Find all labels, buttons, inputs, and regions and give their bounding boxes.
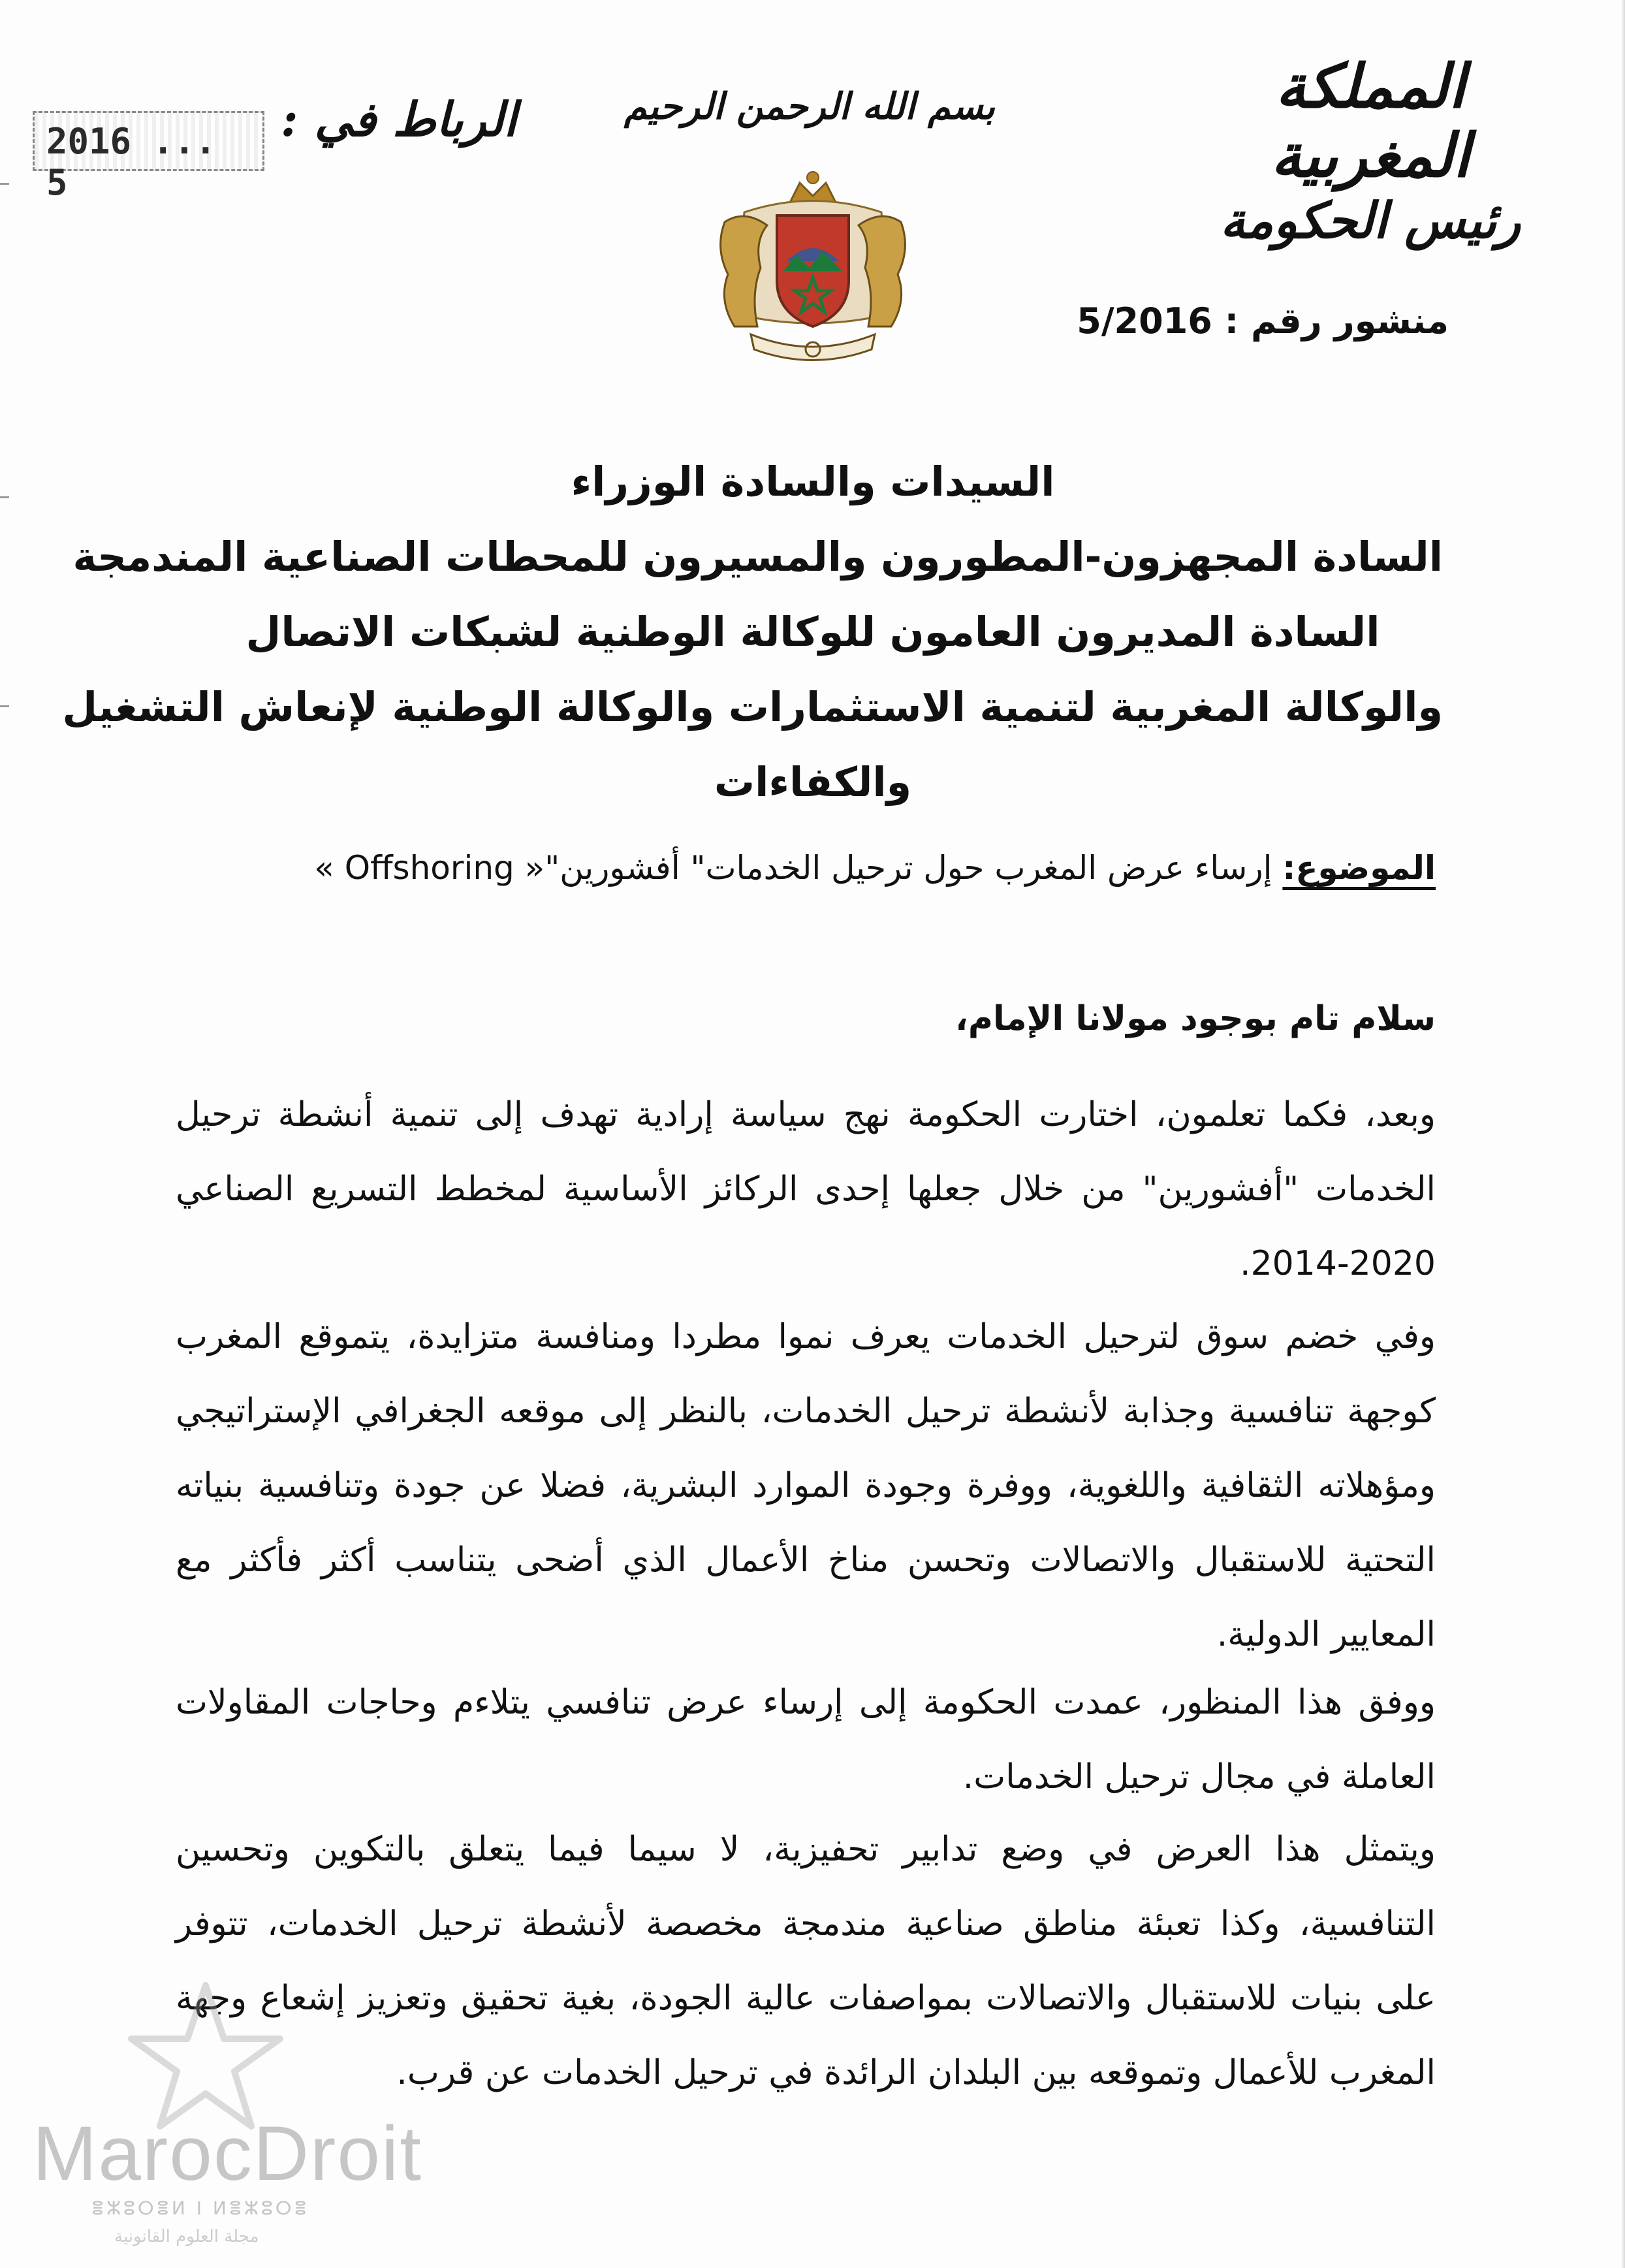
- salutation: سلام تام بوجود مولانا الإمام،: [955, 999, 1436, 1038]
- paragraph-line: على بنيات للاستقبال والاتصالات بمواصفات عالية الجودة، بغية تحقيق وتعزيز إشعاع وجهة: [176, 1979, 1436, 2018]
- basmala: بسم الله الرحمن الرحيم: [624, 85, 995, 128]
- city-label: الرباط في :: [281, 91, 517, 147]
- addressee-line: السادة المجهزون-المطورون والمسيرون للمحطات الصناعية المندمجة: [72, 533, 1443, 581]
- paragraph-line: المعايير الدولية.: [1216, 1615, 1436, 1654]
- watermark-brand: MarocDroit: [33, 2111, 422, 2197]
- scan-tick: [0, 183, 9, 185]
- addressee-line: السادة المديرون العامون للوكالة الوطنية لشبكات الاتصال: [245, 608, 1380, 656]
- addressee-line: والكفاءات: [714, 758, 912, 806]
- subject-text: إرساء عرض المغرب حول ترحيل الخدمات" أفشورين"« Offshoring »: [314, 849, 1283, 887]
- paragraph-line: كوجهة تنافسية وجذابة لأنشطة ترحيل الخدمات، بالنظر إلى موقعه الجغرافي الإستراتيجي: [176, 1392, 1436, 1431]
- scan-tick: [0, 496, 9, 498]
- subject-label: الموضوع:: [1282, 849, 1436, 887]
- kingdom-name: المملكة المغربية: [1270, 51, 1470, 191]
- paragraph-line: ومؤهلاته الثقافية واللغوية، ووفرة وجودة الموارد البشرية، فضلا عن جودة وتنافسية بنياته: [176, 1466, 1436, 1505]
- paragraph-line: وفي خضم سوق لترحيل الخدمات يعرف نموا مطردا ومنافسة متزايدة، يتموقع المغرب: [176, 1317, 1436, 1356]
- paragraph-line: التحتية للاستقبال والاتصالات وتحسن مناخ الأعمال الذي أضحى يتناسب أكثر فأكثر مع: [176, 1541, 1436, 1580]
- coat-of-arms-icon: [705, 163, 921, 372]
- paragraph-line: العاملة في مجال ترحيل الخدمات.: [962, 1757, 1436, 1797]
- watermark-subtitle: مجلة العلوم القانونية: [114, 2227, 259, 2246]
- paragraph-line: 2014-2020.: [1240, 1244, 1436, 1283]
- watermark-tagline: ⴻⵣⵓⵔⴻⵍ I ⵍⴻⵣⵓⵔⴻ: [91, 2197, 309, 2219]
- paragraph-line: ويتمثل هذا العرض في وضع تدابير تحفيزية، لا سيما فيما يتعلق بالتكوين وتحسين: [176, 1830, 1436, 1869]
- addressee-line: السيدات والسادة الوزراء: [571, 458, 1055, 505]
- paragraph: [176, 1078, 1436, 1301]
- paragraph-line: وبعد، فكما تعلمون، اختارت الحكومة نهج سياسة إرادية تهدف إلى تنمية أنشطة ترحيل: [176, 1095, 1436, 1134]
- office-name: رئيس الحكومة: [1220, 191, 1521, 249]
- paragraph-line: المغرب للأعمال وتموقعه بين البلدان الرائدة في ترحيل الخدمات عن قرب.: [396, 2053, 1436, 2092]
- paragraph-line: ووفق هذا المنظور، عمدت الحكومة إلى إرساء عرض تنافسي يتلاءم وحاجات المقاولات: [176, 1683, 1436, 1722]
- paragraph: [176, 1665, 1436, 1814]
- addressee-line: والوكالة المغربية لتنمية الاستثمارات والوكالة الوطنية لإنعاش التشغيل: [62, 683, 1443, 731]
- paragraph: [176, 1300, 1436, 1672]
- paragraph: [176, 1812, 1436, 2110]
- scan-edge: [1621, 0, 1625, 2268]
- letterhead-kingdom: [1188, 52, 1553, 250]
- addressees-block: [62, 444, 1443, 820]
- paragraph-line: التنافسية، وكذا تعبئة مناطق صناعية مندمجة مخصصة لأنشطة ترحيل الخدمات، تتوفر: [176, 1904, 1436, 1943]
- scan-tick: [0, 705, 9, 707]
- circular-number: منشور رقم : 5/2016: [1077, 300, 1449, 342]
- subject-line: [314, 849, 1436, 887]
- paragraph-line: الخدمات "أفشورين" من خلال جعلها إحدى الركائز الأساسية لمخطط التسريع الصناعي: [176, 1170, 1436, 1209]
- date-stamp: 2016 ... 5: [33, 111, 264, 171]
